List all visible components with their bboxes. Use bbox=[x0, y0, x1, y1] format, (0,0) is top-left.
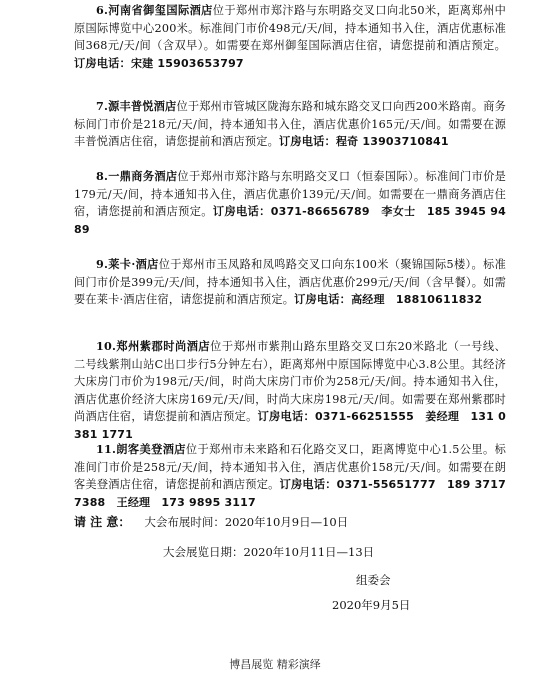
hotel-name: 河南省御玺国际酒店 bbox=[108, 3, 213, 17]
hotel-description: 位于郑州市未来路和石化路交叉口，距离博览中心1.5公里。标准间门市价是258元/天/间，持本通知书入住，酒店优惠价158元/天/间。如需要在朗客美登酒店住宿，请您提前和酒店预定。 bbox=[74, 443, 507, 492]
organizing-committee: 组委会 bbox=[356, 573, 391, 587]
phone-number: 宋建 15903653797 bbox=[130, 56, 244, 70]
phone-number: 0371-66251555 姜经理 131 0381 1771 bbox=[74, 410, 506, 441]
phone-number: 高经理 18810611832 bbox=[351, 293, 483, 307]
setup-time: 大会布展时间：2020年10月9日—10日 bbox=[144, 515, 349, 529]
hotel-number: 8. bbox=[96, 169, 109, 183]
hotel-name: 朗客美登酒店 bbox=[116, 442, 186, 456]
hotel-entry-7 bbox=[74, 98, 506, 151]
phone-number: 0371-55651777 189 3717 7388 王经理 173 9895 3117 bbox=[74, 478, 506, 509]
hotel-description: 位于郑州市郑汴路与东明路交叉口（恒泰国际）。标准间门市价是179元/天/间，持本通知书入住，酒店优惠价139元/天/间。如需要在一鼎商务酒店住宿，请您提前和酒店预定。 bbox=[74, 170, 507, 219]
footer-slogan: 博昌展览 精彩演绎 bbox=[229, 658, 321, 671]
hotel-number: 10. bbox=[96, 339, 117, 353]
phone-label: 订房电话： bbox=[278, 134, 336, 149]
hotel-entry-10 bbox=[74, 338, 506, 444]
hotel-entry-9 bbox=[74, 256, 506, 309]
hotel-entry-6 bbox=[74, 2, 506, 72]
phone-number: 程奇 13903710841 bbox=[335, 135, 449, 149]
notice-row bbox=[74, 513, 348, 530]
hotel-name: 源丰普悦酒店 bbox=[108, 99, 177, 113]
hotel-name: 郑州紫郡时尚酒店 bbox=[116, 339, 211, 353]
hotel-description: 位于郑州市玉凤路和凤鸣路交叉口向东100米（聚锦国际5楼）。标准间门市价是399元/天/间，持本通知书入住，酒店优惠价299元/天/间（含早餐）。如需要在莱卡·酒店住宿，请您提前和酒店预定。 bbox=[74, 258, 506, 307]
hotel-number: 11. bbox=[96, 442, 117, 456]
hotel-entry-11 bbox=[74, 441, 506, 511]
hotel-number: 6. bbox=[96, 3, 109, 17]
hotel-number: 7. bbox=[96, 99, 109, 113]
hotel-description: 位于郑州市管城区陇海东路和城东路交叉口向西200米路南。商务标间门市价是218元/天/间，持本通知书入住，酒店优惠价165元/天/间。如需要在源丰普悦酒店住宿，请您提前和酒店预定。 bbox=[74, 100, 506, 149]
hotel-number: 9. bbox=[96, 257, 109, 271]
hotel-description: 位于郑州市郑汴路与东明路交叉口向北50米，距离郑州中原国际博览中心200米。标准间门市价498元/天/间，持本通知书入住，酒店优惠标准间368元/天/间（含双早）。如需要在郑州御玺国际酒店住宿，请您提前和酒店预定。 bbox=[74, 4, 506, 53]
phone-label: 订房电话： bbox=[279, 477, 337, 492]
phone-label: 订房电话： bbox=[212, 204, 271, 219]
phone-number: 0371-86656789 李女士 185 3945 9489 bbox=[74, 205, 506, 236]
notice-label: 请 注 意： bbox=[74, 515, 131, 529]
hotel-name: 一鼎商务酒店 bbox=[108, 169, 178, 183]
hotel-entry-8 bbox=[74, 168, 506, 238]
phone-label: 订房电话： bbox=[257, 409, 315, 424]
expo-date: 大会展览日期：2020年10月11日—13日 bbox=[163, 545, 375, 559]
phone-label: 订房电话： bbox=[294, 292, 352, 307]
phone-label: 订房电话： bbox=[74, 55, 131, 70]
hotel-description: 位于郑州市紫荆山路东里路交叉口东20米路北（一号线、二号线紫荆山站C出口步行5分钟左右），距离郑州中原国际博览中心3.8公里。其经济大床房门市价为198元/天/间，时尚大床房门市价为258元/天/间。持本通知书入住，酒店优惠价经济大床房169元/天/间，时尚大床房198元/天/间。如需要在郑州紫郡时尚酒店住宿，请您提前和酒店预定。 bbox=[74, 340, 507, 424]
hotel-name: 莱卡·酒店 bbox=[108, 257, 159, 271]
signature-date: 2020年9月5日 bbox=[332, 598, 411, 612]
